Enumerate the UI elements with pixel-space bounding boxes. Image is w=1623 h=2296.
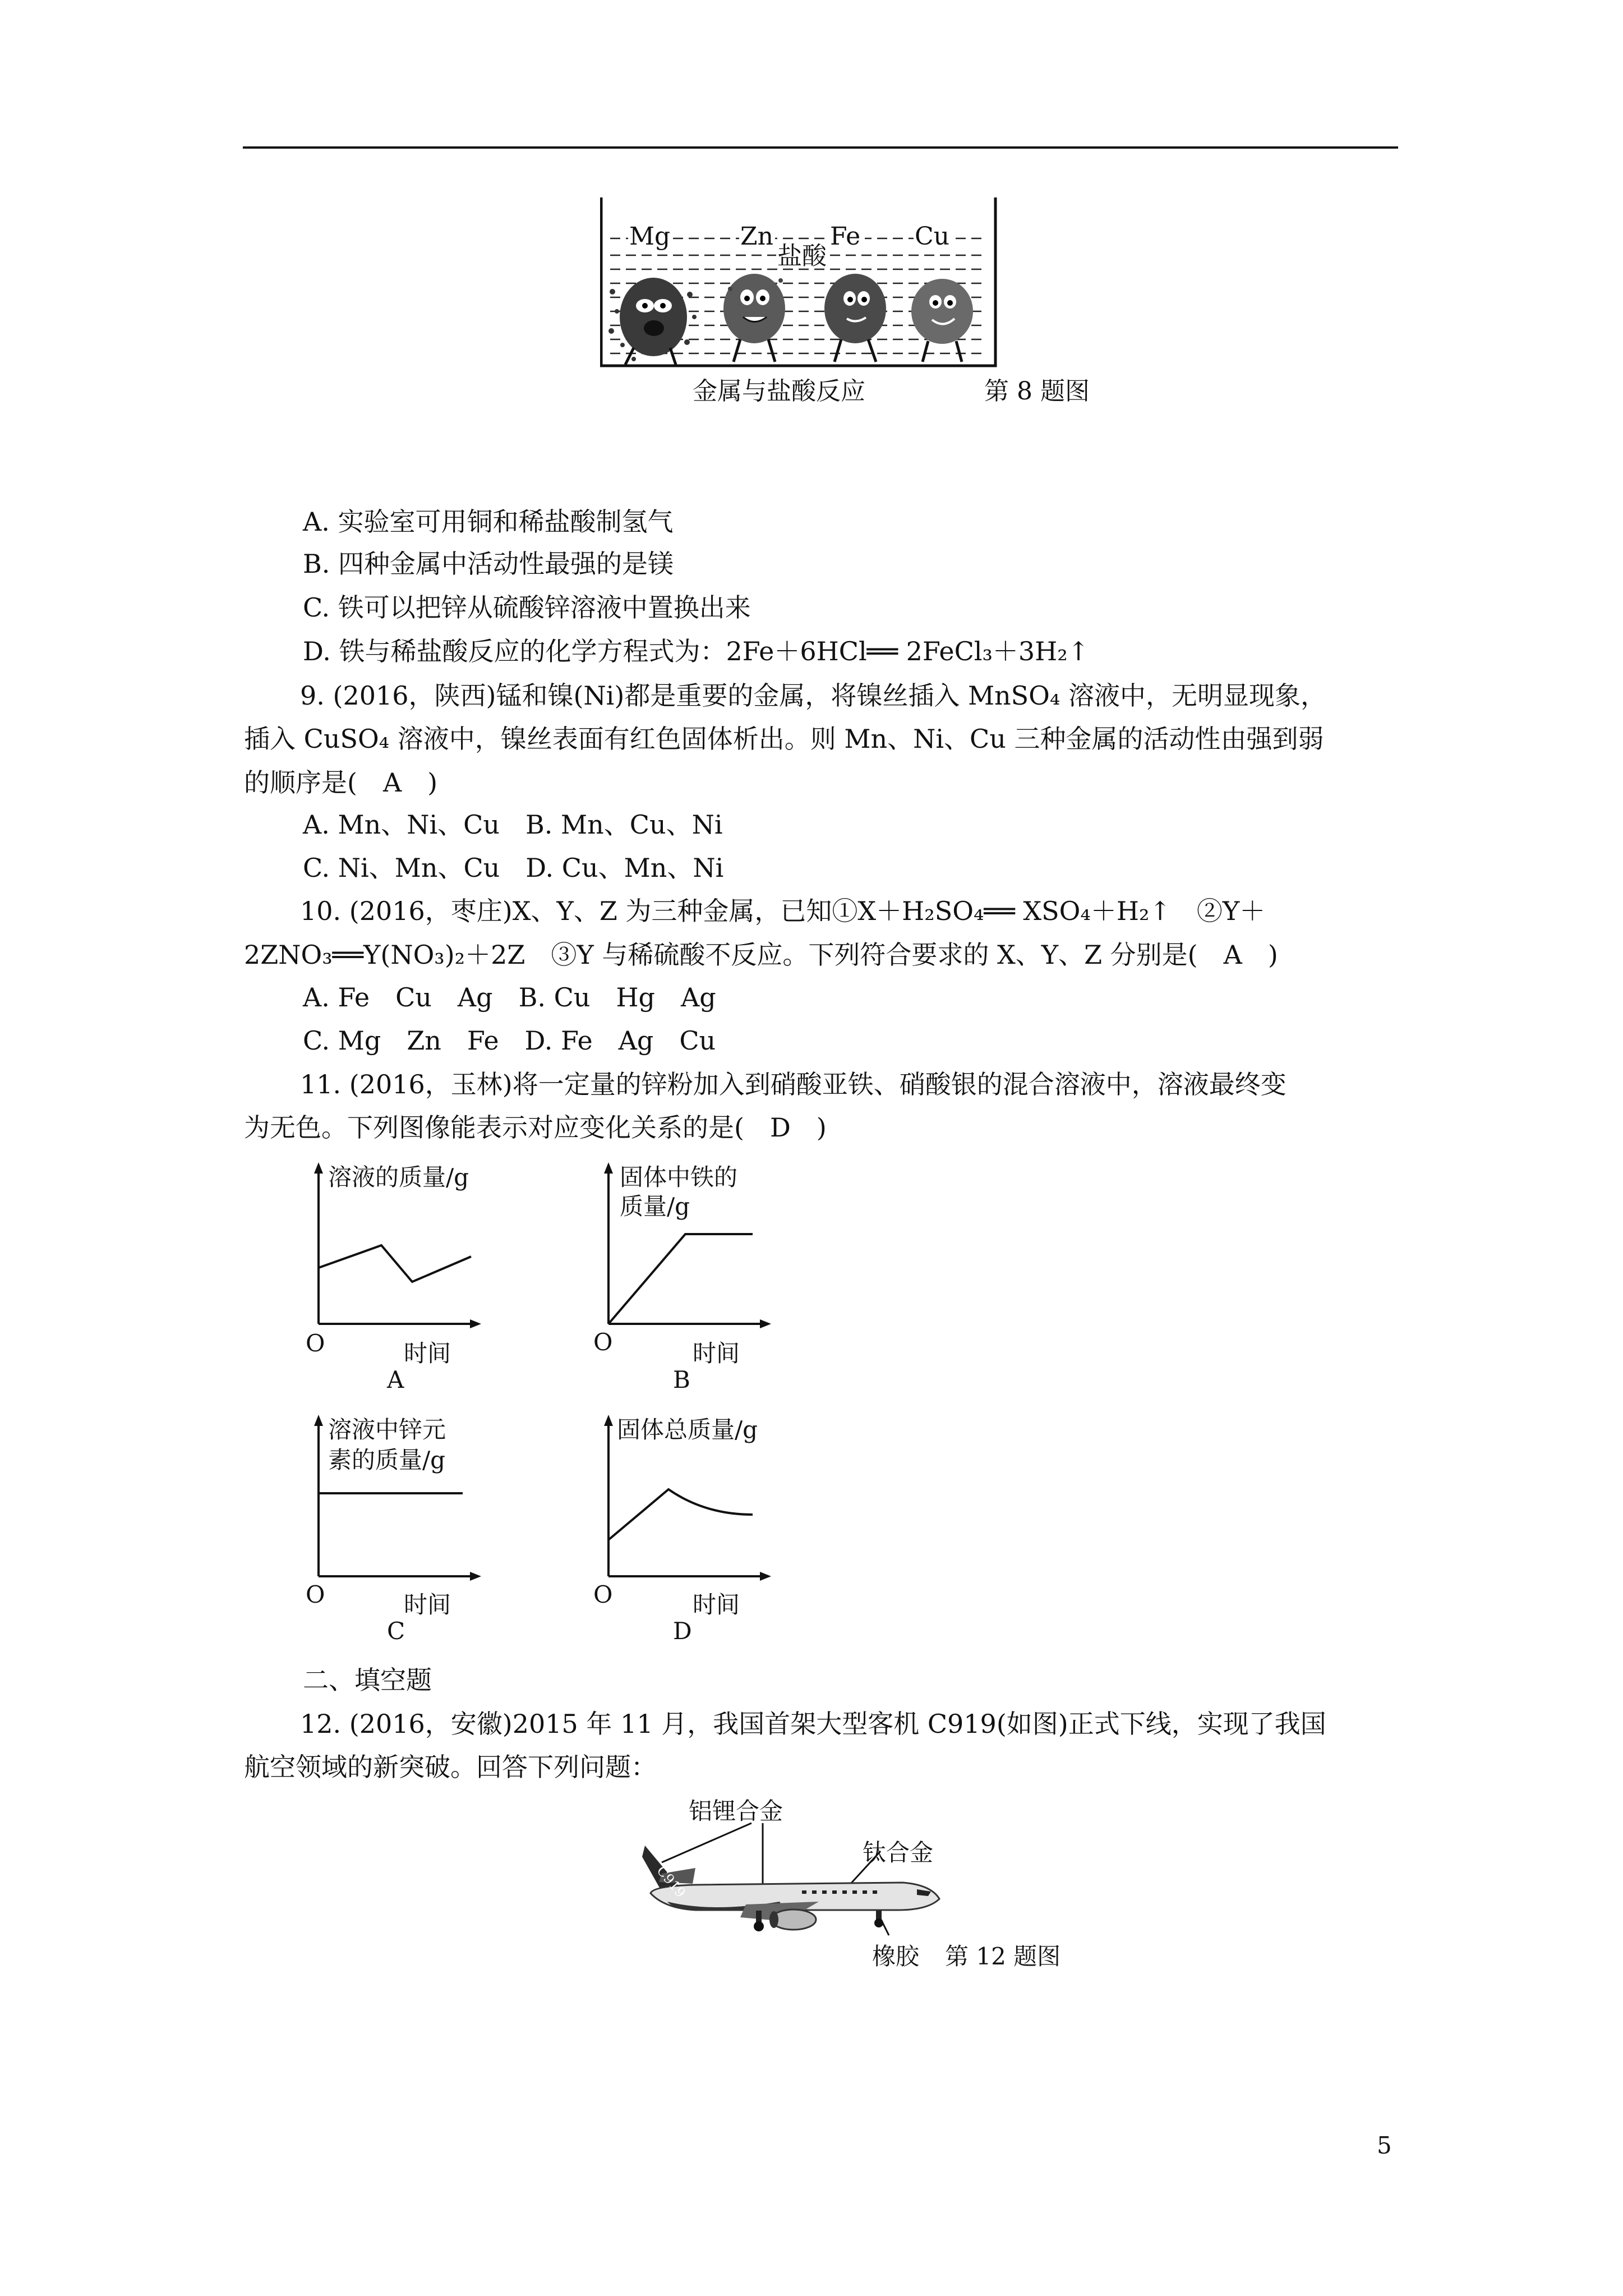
q11-line-2: 为无色。下列图像能表示对应变化关系的是( D ) [244, 1112, 827, 1143]
graph-b-curve [608, 1234, 753, 1324]
page-number: 5 [1377, 2132, 1392, 2159]
figure-12-caption: 第 12 题图 [945, 1943, 1061, 1970]
figure-8-caption-right: 第 8 题图 [984, 377, 1090, 406]
label-al-li-alloy: 铝锂合金 [689, 1797, 783, 1825]
q11-line-1: 11. (2016，玉林)将一定量的锌粉加入到硝酸亚铁、硝酸银的混合溶液中，溶液最终变 [300, 1069, 1287, 1099]
q10-options-1: A. Fe Cu Ag B. Cu Hg Ag [303, 982, 716, 1013]
acid-label: 盐酸 [777, 242, 827, 270]
graph-a-origin: O [306, 1329, 325, 1357]
q10-options-2: C. Mg Zn Fe D. Fe Ag Cu [303, 1025, 716, 1056]
q9-line-3: 的顺序是( A ) [244, 767, 438, 798]
q9-options-1: A. Mn、Ni、Cu B. Mn、Cu、Ni [303, 809, 723, 840]
q12-line-1: 12. (2016，安徽)2015 年 11 月，我国首架大型客机 C919(如图)正式下线，实现了我国 [300, 1709, 1326, 1739]
graph-b-letter: B [673, 1366, 690, 1393]
section-2-heading: 二、填空题 [303, 1665, 432, 1695]
graph-a-curve [319, 1245, 471, 1282]
graph-c-letter: C [387, 1617, 405, 1645]
zn-cartoon-icon [723, 274, 785, 362]
graph-c-origin: O [306, 1581, 325, 1608]
q8-option-d: D. 铁与稀盐酸反应的化学方程式为：2Fe＋6HCl══ 2FeCl₃＋3H₂↑ [303, 636, 1090, 666]
q8-option-a: A. 实验室可用铜和稀盐酸制氢气 [303, 507, 674, 537]
q9-line-1: 9. (2016，陕西)锰和镍(Ni)都是重要的金属，将镍丝插入 MnSO₄ 溶液中，无明显现象， [300, 680, 1326, 711]
metal-label-cu: Cu [915, 222, 950, 251]
q12-line-2: 航空领域的新突破。回答下列问题： [244, 1752, 657, 1782]
graph-b-ylabel-1: 固体中铁的 [620, 1163, 738, 1191]
graph-d-curve [608, 1489, 753, 1540]
graph-b-ylabel-2: 质量/g [620, 1193, 690, 1220]
graph-d-origin: O [593, 1581, 613, 1608]
graph-a-letter: A [387, 1366, 404, 1393]
graph-c-ylabel-1: 溶液中锌元 [328, 1416, 446, 1443]
cu-cartoon-icon [911, 279, 973, 362]
graph-a-xlabel: 时间 [404, 1340, 451, 1367]
metal-label-mg: Mg [629, 222, 671, 251]
label-ti-alloy: 钛合金 [863, 1839, 934, 1866]
figure-8-beaker [600, 196, 998, 370]
graph-c-xlabel: 时间 [404, 1591, 451, 1618]
c919-tail-text: C919 [653, 1862, 689, 1901]
q9-line-2: 插入 CuSO₄ 溶液中，镍丝表面有红色固体析出。则 Mn、Ni、Cu 三种金属的活动性由强到弱 [244, 724, 1324, 754]
q10-line-2: 2ZNO₃══Y(NO₃)₂＋2Z ③Y 与稀硫酸不反应。下列符合要求的 X、Y、Z 分别是( A ) [244, 940, 1278, 970]
graph-c-ylabel-2: 素的质量/g [328, 1446, 446, 1474]
header-rule [243, 146, 1398, 149]
graph-a-ylabel: 溶液的质量/g [328, 1163, 469, 1191]
fe-cartoon-icon [824, 274, 886, 362]
q8-option-b: B. 四种金属中活动性最强的是镁 [303, 549, 674, 579]
graph-b-origin: O [593, 1328, 613, 1356]
graph-d-xlabel: 时间 [693, 1591, 740, 1618]
graph-d-ylabel: 固体总质量/g [617, 1416, 758, 1443]
label-rubber: 橡胶 [872, 1943, 920, 1970]
figure-8-caption-left: 金属与盐酸反应 [693, 377, 865, 406]
q10-line-1: 10. (2016，枣庄)X、Y、Z 为三种金属，已知①X＋H₂SO₄══ XSO₄＋H₂↑ ②Y＋ [300, 896, 1266, 926]
q9-options-2: C. Ni、Mn、Cu D. Cu、Mn、Ni [303, 853, 724, 883]
q8-option-c: C. 铁可以把锌从硫酸锌溶液中置换出来 [303, 592, 751, 623]
metal-label-fe: Fe [830, 222, 861, 251]
metal-label-zn: Zn [740, 222, 773, 251]
graph-b-xlabel: 时间 [693, 1340, 740, 1367]
graph-d-letter: D [673, 1617, 692, 1645]
mg-cartoon-icon [608, 278, 697, 365]
